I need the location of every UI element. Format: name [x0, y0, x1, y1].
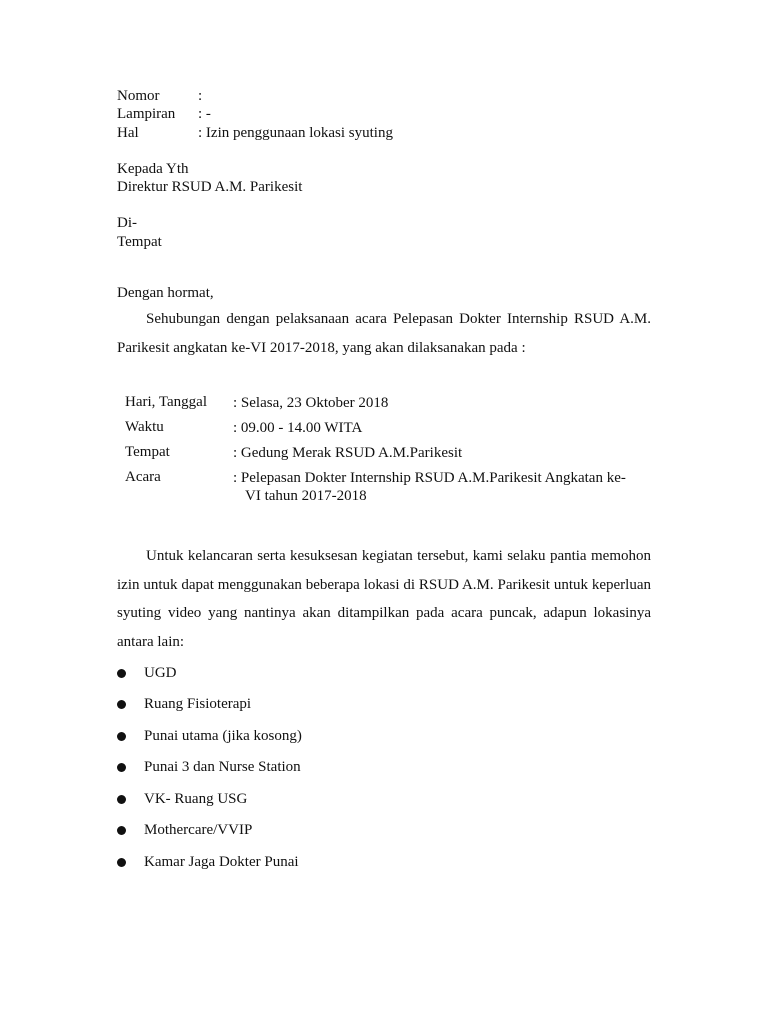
detail-value: : 09.00 - 14.00 WITA — [233, 420, 363, 436]
recipient-line-1: Kepada Yth — [117, 161, 189, 177]
hal-value: : Izin penggunaan lokasi syuting — [198, 125, 393, 141]
detail-value: : Selasa, 23 Oktober 2018 — [233, 395, 389, 411]
intro-paragraph-text: Sehubungan dengan pelaksanaan acara Pelepasan Dokter Internship RSUD A.M. Parikesit angkatan ke-VI 2017-2018, yang akan dilaksanakan pada : — [117, 311, 651, 356]
bullet-icon — [117, 669, 126, 678]
detail-value-line-2: VI tahun 2017-2018 — [245, 488, 367, 504]
detail-label: Tempat — [125, 444, 170, 460]
detail-value: : Gedung Merak RSUD A.M.Parikesit — [233, 445, 463, 461]
recipient-line-4: Tempat — [117, 234, 162, 250]
bullet-icon — [117, 826, 126, 835]
detail-label: Hari, Tanggal — [125, 394, 207, 410]
hal-label: Hal — [117, 125, 139, 141]
list-item-text: Punai utama (jika kosong) — [144, 728, 302, 744]
greeting: Dengan hormat, — [117, 285, 214, 301]
bullet-icon — [117, 795, 126, 804]
list-item-text: Ruang Fisioterapi — [144, 696, 252, 712]
request-paragraph — [117, 542, 651, 656]
request-paragraph-text: Untuk kelancaran serta kesuksesan kegiatan tersebut, kami selaku pantia memohon izin untuk dapat menggunakan beberapa lokasi di RSUD A.M. Parikesit untuk keperluan syuting video yang nantinya akan ditampilkan pada acara puncak, adapun lokasinya antara lain: — [117, 548, 651, 650]
nomor-label: Nomor — [117, 88, 160, 104]
bullet-icon — [117, 763, 126, 772]
intro-paragraph — [117, 305, 651, 362]
nomor-value: : — [198, 88, 203, 104]
bullet-icon — [117, 858, 126, 867]
detail-value — [233, 469, 651, 505]
detail-value-line-1: : Pelepasan Dokter Internship RSUD A.M.Parikesit Angkatan ke- — [233, 470, 626, 486]
list-item-text: Kamar Jaga Dokter Punai — [144, 854, 299, 870]
detail-label: Acara — [125, 469, 161, 485]
recipient-line-2: Direktur RSUD A.M. Parikesit — [117, 179, 303, 195]
list-item-text: Punai 3 dan Nurse Station — [144, 759, 301, 775]
lampiran-value: : - — [198, 106, 211, 122]
list-item-text: VK- Ruang USG — [144, 791, 248, 807]
detail-label: Waktu — [125, 419, 164, 435]
recipient-line-3: Di- — [117, 215, 137, 231]
lampiran-label: Lampiran — [117, 106, 176, 122]
bullet-icon — [117, 732, 126, 741]
list-item-text: Mothercare/VVIP — [144, 822, 253, 838]
list-item-text: UGD — [144, 665, 177, 681]
bullet-icon — [117, 700, 126, 709]
